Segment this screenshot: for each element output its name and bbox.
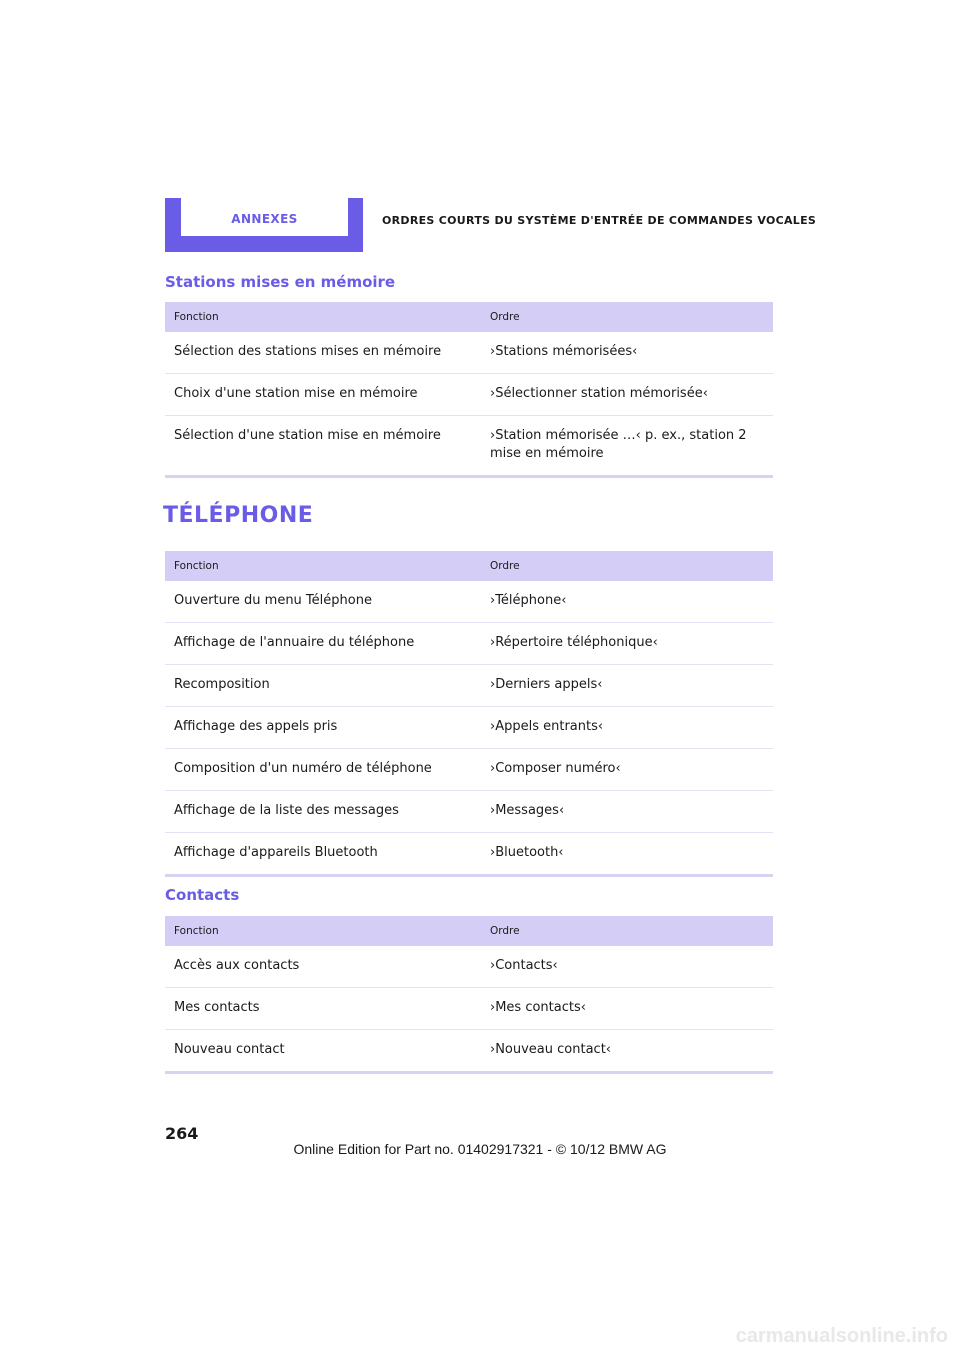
page-number: 264	[165, 1124, 199, 1143]
ordre-cell: ›Mes contacts‹	[481, 988, 773, 1030]
table-row	[165, 749, 773, 791]
table-row	[165, 791, 773, 833]
ordre-cell: ›Sélectionner station mémorisée‹	[481, 374, 773, 416]
table-row	[165, 665, 773, 707]
contacts-table	[165, 916, 773, 1074]
table-header-row	[165, 302, 773, 332]
column-header-ordre: Ordre	[481, 916, 773, 946]
fonction-cell: Affichage d'appareils Bluetooth	[174, 845, 378, 860]
ordre-cell: ›Répertoire téléphonique‹	[481, 623, 773, 665]
stations-table	[165, 302, 773, 478]
fonction-cell: Accès aux contacts	[165, 946, 481, 988]
column-header-ordre: Ordre	[481, 302, 773, 332]
chapter-title: ORDRES COURTS DU SYSTÈME D'ENTRÉE DE COMMANDES VOCALES	[382, 214, 817, 227]
table-row	[165, 833, 773, 876]
table-row	[165, 707, 773, 749]
fonction-cell: Choix d'une station mise en mémoire	[165, 374, 481, 416]
section-title-telephone: TÉLÉPHONE	[163, 503, 314, 528]
watermark: carmanualsonline.info	[735, 1325, 948, 1347]
table-row	[165, 416, 773, 477]
ordre-cell: ›Appels entrants‹	[481, 707, 773, 749]
ordre-cell: ›Messages‹	[481, 791, 773, 833]
section-title-contacts: Contacts	[165, 886, 240, 904]
fonction-cell: Affichage des appels pris	[165, 707, 481, 749]
fonction-cell: Nouveau contact	[174, 1042, 285, 1057]
column-header-fonction: Fonction	[165, 916, 481, 946]
table-row	[165, 581, 773, 623]
ordre-cell: ›Stations mémorisées‹	[481, 332, 773, 374]
ordre-cell: ›Derniers appels‹	[481, 665, 773, 707]
column-header-fonction: Fonction	[165, 302, 481, 332]
fonction-cell: Sélection d'une station mise en mémoire	[174, 428, 441, 443]
fonction-cell: Ouverture du menu Téléphone	[165, 581, 481, 623]
ordre-cell: ›Contacts‹	[481, 946, 773, 988]
column-header-fonction: Fonction	[165, 551, 481, 581]
fonction-cell: Composition d'un numéro de téléphone	[165, 749, 481, 791]
chapter-tab	[165, 198, 363, 252]
section-title-stations: Stations mises en mémoire	[165, 273, 396, 291]
table-row	[165, 988, 773, 1030]
fonction-cell: Affichage de la liste des messages	[165, 791, 481, 833]
table-row	[165, 332, 773, 374]
ordre-cell: ›Téléphone‹	[481, 581, 773, 623]
ordre-cell: ›Station mémorisée …‹ p. ex., station 2 mise en mémoire	[490, 428, 747, 461]
table-row	[165, 374, 773, 416]
table-row	[165, 623, 773, 665]
chapter-tab-label: ANNEXES	[231, 212, 298, 226]
fonction-cell: Recomposition	[165, 665, 481, 707]
fonction-cell: Affichage de l'annuaire du téléphone	[165, 623, 481, 665]
ordre-cell: ›Nouveau contact‹	[490, 1042, 611, 1057]
table-header-row	[165, 551, 773, 581]
ordre-cell: ›Composer numéro‹	[481, 749, 773, 791]
fonction-cell: Sélection des stations mises en mémoire	[165, 332, 481, 374]
telephone-table	[165, 551, 773, 877]
fonction-cell: Mes contacts	[165, 988, 481, 1030]
ordre-cell: ›Bluetooth‹	[490, 845, 564, 860]
column-header-ordre: Ordre	[481, 551, 773, 581]
table-row	[165, 946, 773, 988]
edition-footer: Online Edition for Part no. 01402917321 - © 10/12 BMW AG	[293, 1141, 667, 1157]
table-header-row	[165, 916, 773, 946]
table-row	[165, 1030, 773, 1073]
